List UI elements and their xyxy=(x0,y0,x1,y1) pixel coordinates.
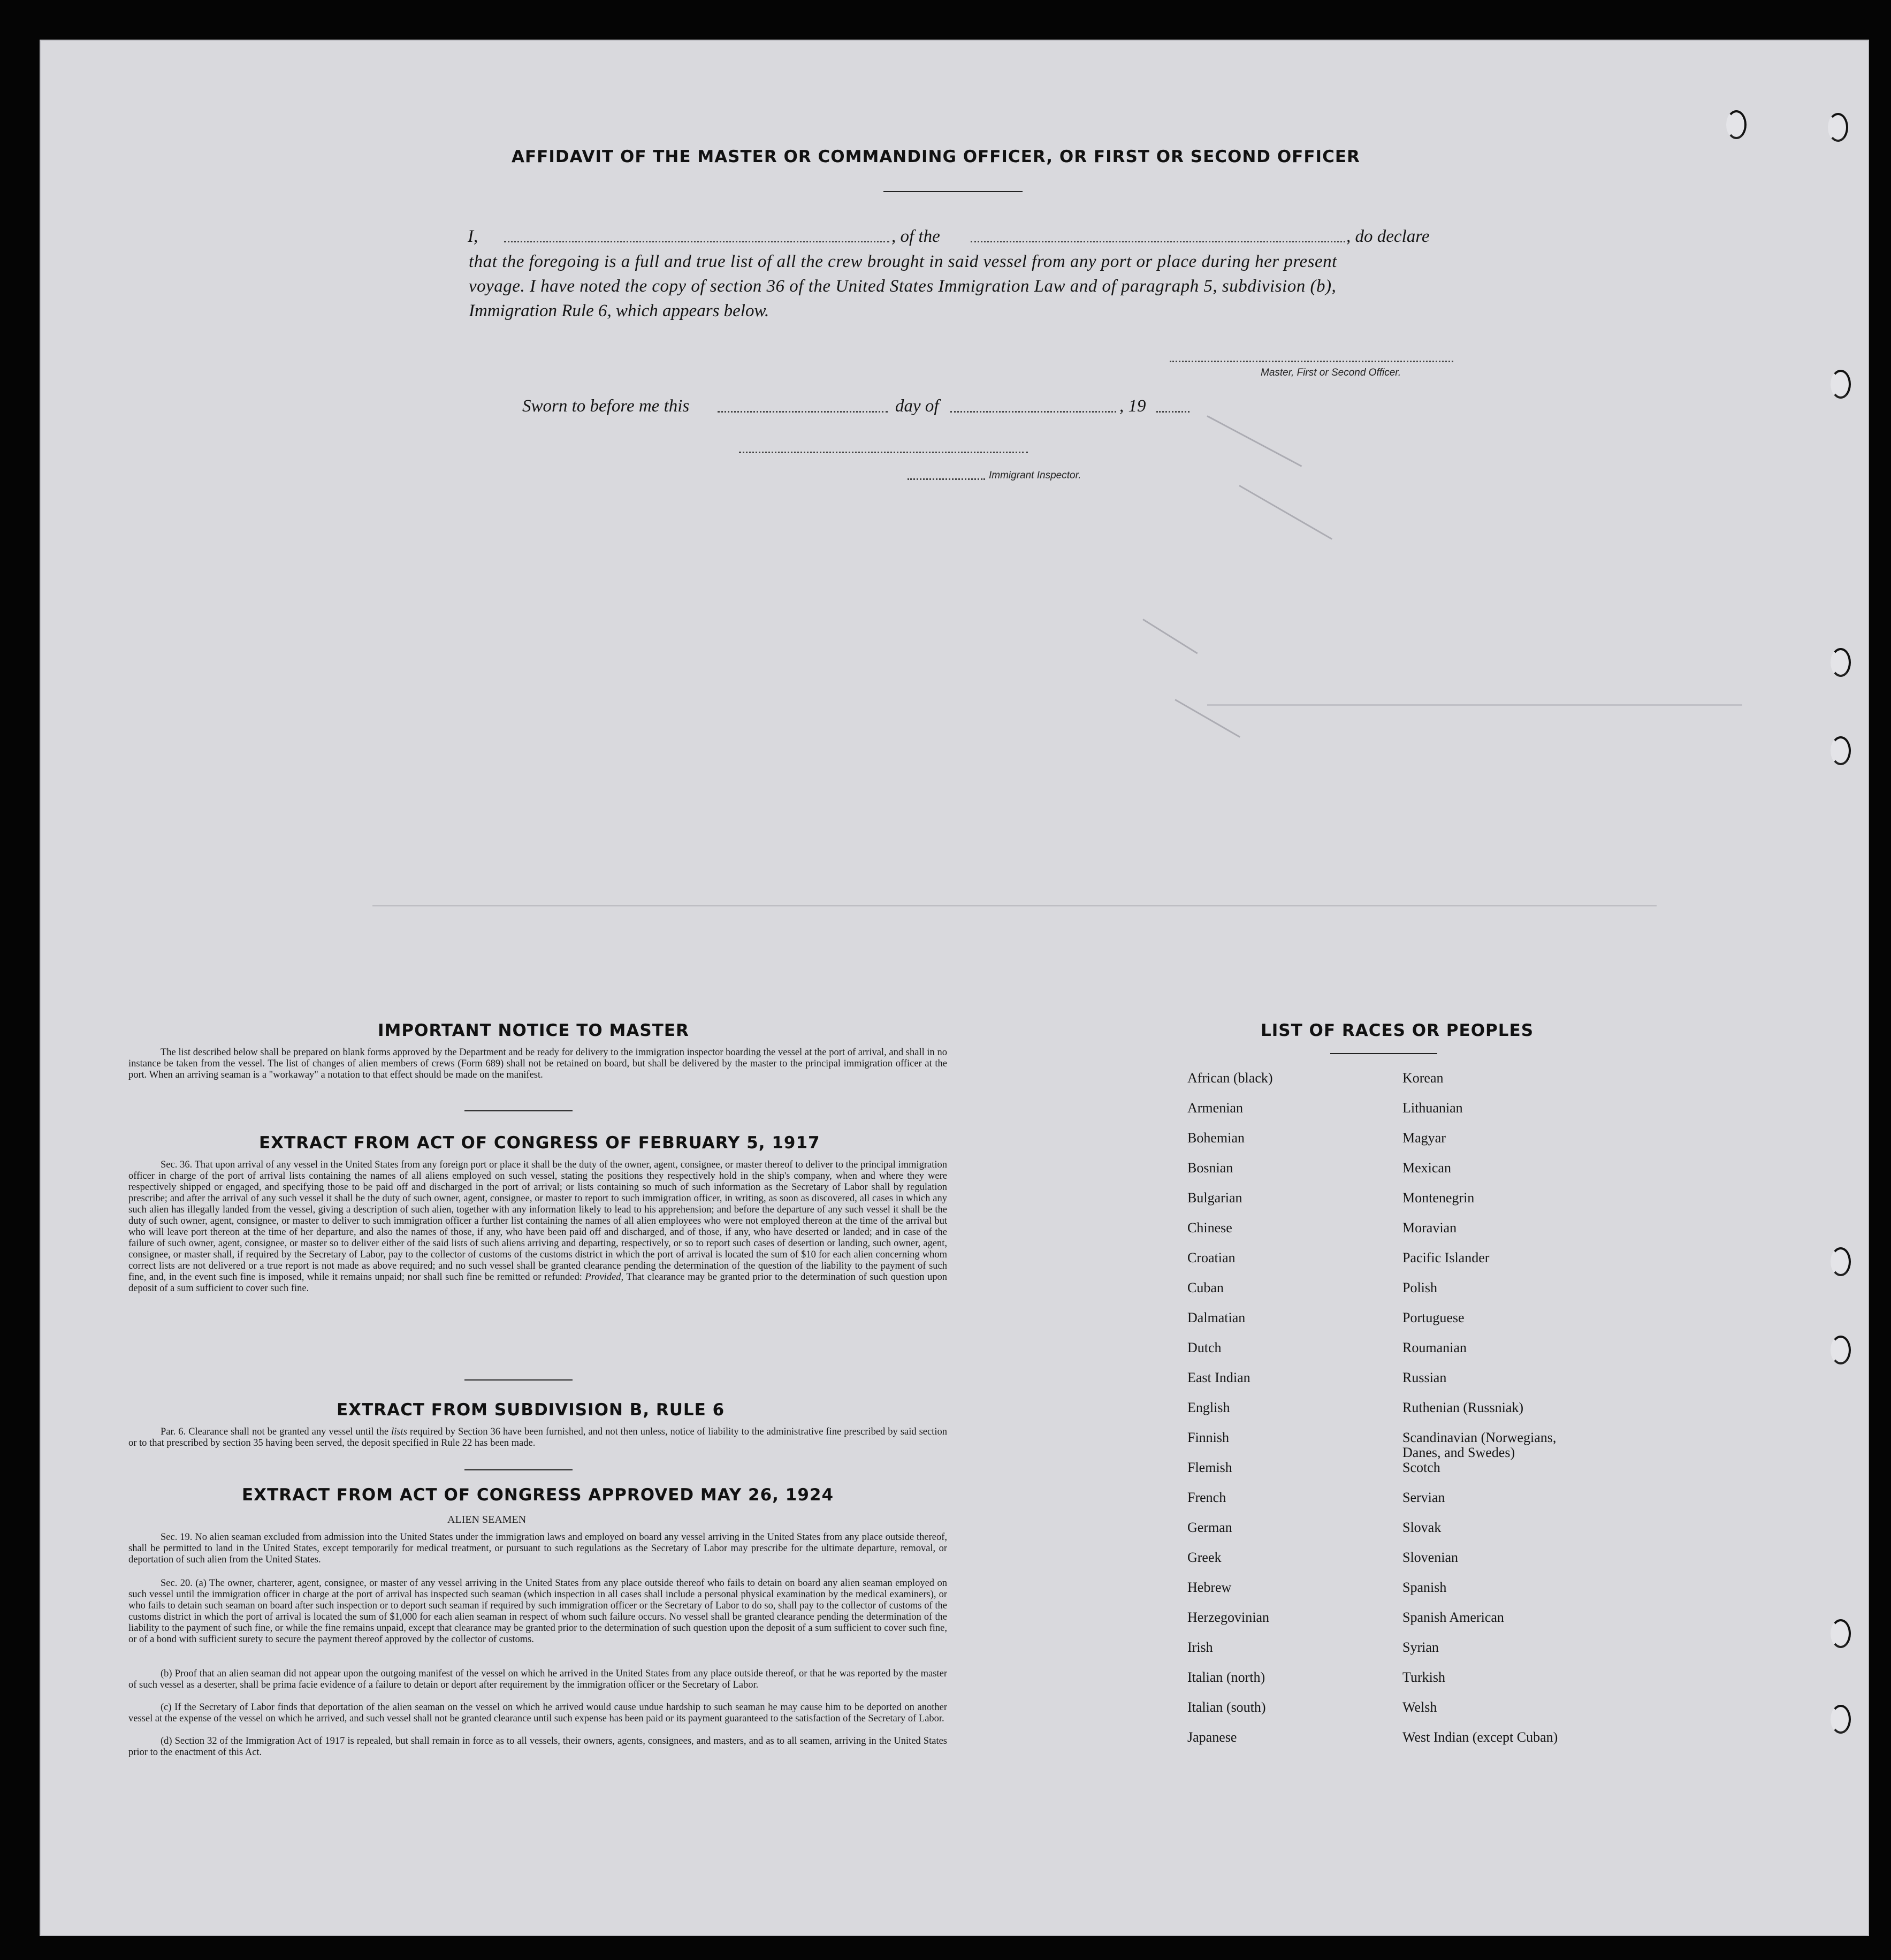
punch-hole xyxy=(1726,110,1747,139)
race-item: Italian (north) xyxy=(1187,1669,1265,1685)
rule6-text xyxy=(128,1427,947,1449)
notice-title: IMPORTANT NOTICE TO MASTER xyxy=(378,1021,689,1040)
extract-1917-end: That clearance may be granted prior to the determination of such question upon deposit of a sum sufficient to cover such fine. xyxy=(128,1272,947,1294)
race-item: Portuguese xyxy=(1402,1310,1465,1325)
sworn-day-blank[interactable] xyxy=(718,411,888,413)
affidavit-line-2: that the foregoing is a full and true list of all the crew brought in said vessel from any port or place during her present xyxy=(469,252,1337,271)
scan-artifact xyxy=(1207,415,1302,467)
punch-hole xyxy=(1831,1619,1851,1648)
notice-rule xyxy=(464,1110,573,1111)
race-item: Turkish xyxy=(1402,1669,1445,1685)
race-item: Chinese xyxy=(1187,1220,1232,1236)
punch-hole xyxy=(1828,113,1848,142)
sec-20a-text: Sec. 20. (a) The owner, charterer, agent, consignee, or master of any vessel arriving in the United States from any place outside thereof who fails to detain on board any alien seaman employed on such vessel until the immigration officer in charge at the port of arrival has inspected such seaman (which inspection in all cases shall include a personal physical examination by the medical examiners), or who fails to detain such seaman on board after such inspection or to deport such seaman if required by such immigration officer or the Secretary of Labor to do so, shall pay to the collector of customs of the customs district in which the port of arrival is located the sum of $1,000 for each alien seaman in respect of whom such failure occurs. No vessel shall be granted clearance pending the determination of the liability to the payment of such fine, or while the fine remains unpaid, except that clearance may be granted prior to the determination of such question upon the deposit of a sum sufficient to cover such fine, or of a bond with sufficient surety to secure the payment thereof approved by the collector of customs. xyxy=(128,1578,947,1645)
punch-hole xyxy=(1831,370,1851,399)
race-item: Welsh xyxy=(1402,1699,1437,1715)
races-right-column xyxy=(1402,1071,1558,1760)
document-sheet xyxy=(40,40,1869,1936)
name-blank[interactable] xyxy=(504,241,889,242)
race-item: Syrian xyxy=(1402,1639,1439,1655)
affidavit-do-declare: , do declare xyxy=(1346,227,1430,246)
scan-artifact xyxy=(1239,485,1332,540)
sec-20d-text: (d) Section 32 of the Immigration Act of 1917 is repealed, but shall remain in force as to all vessels, their owners, agents, consignees, and masters, and as to all seamen, arriving in the United States prior to the enactment of this Act. xyxy=(128,1736,947,1758)
sec-20b-text: (b) Proof that an alien seaman did not appear upon the outgoing manifest of the vessel on which he arrived in the United States from any place outside thereof, or that he was reported by the master of such vessel as a deserter, shall be prima facie evidence of a failure to detain or deport after requirement by the immigration officer or the Secretary of Labor. xyxy=(128,1668,947,1690)
race-item: Irish xyxy=(1187,1639,1213,1655)
race-item: Cuban xyxy=(1187,1280,1224,1295)
race-item: Flemish xyxy=(1187,1460,1232,1475)
inspector-label: Immigrant Inspector. xyxy=(989,470,1081,481)
race-item: Scotch xyxy=(1402,1460,1440,1475)
year-prefix: , 19 xyxy=(1119,396,1146,416)
race-item: Russian xyxy=(1402,1370,1447,1385)
alien-seamen-subtitle: ALIEN SEAMEN xyxy=(447,1514,527,1526)
races-rule xyxy=(1330,1053,1437,1054)
signature-label: Master, First or Second Officer. xyxy=(1261,367,1401,378)
race-item: Korean xyxy=(1402,1070,1444,1086)
punch-hole xyxy=(1831,1247,1851,1276)
race-item: Moravian xyxy=(1402,1220,1457,1236)
race-item: Ruthenian (Russniak) xyxy=(1402,1400,1524,1415)
race-item: Roumanian xyxy=(1402,1340,1467,1355)
race-item: Slovak xyxy=(1402,1520,1442,1535)
affidavit-line-3: voyage. I have noted the copy of section 36 of the United States Immigration Law and of paragraph 5, subdivision (b), xyxy=(469,277,1337,296)
race-item: German xyxy=(1187,1520,1232,1535)
sec-19-text: Sec. 19. No alien seaman excluded from admission into the United States under the immigration laws and employed on board any vessel arriving in the United States from any place outside thereof, shall be permitted to land in the United States, except temporarily for medical treatment, or pursuant to such regulations as the Secretary of Labor may prescribe for the ultimate departure, removal, or deportation of such alien from the United States. xyxy=(128,1532,947,1565)
rule6-text-a: Par. 6. Clearance shall not be granted any vessel until the xyxy=(161,1427,392,1437)
affidavit-line-4: Immigration Rule 6, which appears below. xyxy=(469,301,769,321)
race-item: Japanese xyxy=(1187,1729,1237,1745)
races-left-column xyxy=(1187,1071,1273,1760)
affidavit-of-the: , of the xyxy=(891,227,940,246)
sworn-year-blank[interactable] xyxy=(1156,411,1190,413)
race-item: Dalmatian xyxy=(1187,1310,1246,1325)
vessel-blank[interactable] xyxy=(971,241,1345,242)
race-item: Bosnian xyxy=(1187,1160,1233,1176)
race-item: Croatian xyxy=(1187,1250,1236,1265)
affidavit-title: AFFIDAVIT OF THE MASTER OR COMMANDING OFFICER, OR FIRST OR SECOND OFFICER xyxy=(512,147,1360,166)
affidavit-i: I, xyxy=(468,227,478,246)
race-item: Pacific Islander xyxy=(1402,1250,1490,1265)
races-title: LIST OF RACES OR PEOPLES xyxy=(1261,1021,1534,1040)
race-item: Hebrew xyxy=(1187,1580,1232,1595)
race-item: Slovenian xyxy=(1402,1550,1458,1565)
race-item: Montenegrin xyxy=(1402,1190,1475,1206)
sworn-label: Sworn to before me this xyxy=(522,396,690,416)
extract-1917-body: Sec. 36. That upon arrival of any vessel in the United States from any foreign port or place it shall be the duty of the owner, agent, consignee, or master thereof to deliver to the principal immigration officer in charge of the port of arrival lists containing the names of all aliens employed on such vessel, stating the positions they respectively hold in the ship's company, when and where they were respectively shipped or engaged, and specifying those to be paid off and discharged in the port of arrival; or lists containing so much of such information as the Secretary of Labor shall by regulation prescribe; and after the arrival of any such vessel it shall be the duty of such owner, agent, consignee, or master to report to such immigration officer, in writing, as soon as discovered, all cases in which any such alien has illegally landed from the vessel, giving a description of such alien, together with any information likely to lead to his apprehension; and before the departure of any such vessel it shall be the duty of such owner, agent, consignee, or master to deliver to such immigration officer a further list containing the names of all alien employees who were not employed thereon at the time of the arrival but who will leave port thereon at the time of her departure, and also the names of those, if any, who have been paid off and discharged, and of those, if any, who have deserted or landed; and in case of the failure of such owner, agent, consignee, or master so to deliver either of the said lists of such aliens arriving and departing, respectively, or so to report such cases of desertion or landing, such owner, agent, consignee, or master shall, if required by the Secretary of Labor, pay to the collector of customs of the customs district in which the port of arrival is located the sum of $10 for each alien concerning whom correct lists are not delivered or a true report is not made as above required; and no such vessel shall be granted clearance pending the determination of the question of the liability to the payment of such fine, and, in the event such fine is imposed, while it remains unpaid; nor shall such fine be remitted or refunded: xyxy=(128,1160,947,1283)
inspector-signature-blank[interactable] xyxy=(739,452,1028,453)
race-item: Magyar xyxy=(1402,1130,1446,1146)
punch-hole xyxy=(1831,648,1851,677)
race-item: Bohemian xyxy=(1187,1130,1245,1146)
rule6-title: EXTRACT FROM SUBDIVISION B, RULE 6 xyxy=(337,1400,725,1420)
extract-1924-title: EXTRACT FROM ACT OF CONGRESS APPROVED MAY 26, 1924 xyxy=(242,1485,834,1505)
race-item: Bulgarian xyxy=(1187,1190,1242,1206)
race-item: Polish xyxy=(1402,1280,1438,1295)
scan-artifact xyxy=(1207,704,1742,706)
inspector-prefix-blank[interactable] xyxy=(908,478,985,480)
lists-word: lists xyxy=(391,1427,407,1437)
race-item: Scandinavian (Norwegians, Danes, and Swedes) xyxy=(1402,1430,1557,1460)
race-item: Dutch xyxy=(1187,1340,1222,1355)
race-item: East Indian xyxy=(1187,1370,1250,1385)
race-item: Finnish xyxy=(1187,1430,1230,1445)
extract-1917-rule xyxy=(464,1379,573,1381)
sec-20c-text: (c) If the Secretary of Labor finds that deportation of the alien seaman on the vessel on which he arrived would cause undue hardship to such seaman he may cause him to be deported on another vessel at the expense of the vessel on which he arrived, and such vessel shall not be granted clearance until such expense has been paid or its payment guaranteed to the satisfaction of the Secretary of Labor. xyxy=(128,1702,947,1724)
extract-1917-title: EXTRACT FROM ACT OF CONGRESS OF FEBRUARY 5, 1917 xyxy=(259,1133,820,1153)
rule6-rule xyxy=(464,1469,573,1470)
race-item: Herzegovinian xyxy=(1187,1610,1270,1625)
race-item: French xyxy=(1187,1490,1226,1505)
extract-1917-text xyxy=(128,1160,947,1294)
race-item: African (black) xyxy=(1187,1070,1273,1086)
day-of-label: day of xyxy=(895,396,939,416)
rule6-text-b: required by Section 36 have been furnished, and not then unless, notice of liability to the administrative fine prescribed by said section or to that prescribed by section 35 having been served, the deposit specified in Rule 22 has been made. xyxy=(128,1427,947,1448)
race-item: English xyxy=(1187,1400,1230,1415)
race-item: Armenian xyxy=(1187,1100,1243,1116)
race-item: Servian xyxy=(1402,1490,1445,1505)
race-item: Greek xyxy=(1187,1550,1222,1565)
punch-hole xyxy=(1831,1336,1851,1364)
sworn-month-blank[interactable] xyxy=(950,411,1116,413)
race-item: Spanish xyxy=(1402,1580,1447,1595)
race-item: West Indian (except Cuban) xyxy=(1402,1729,1558,1745)
title-rule xyxy=(883,191,1023,192)
race-item: Italian (south) xyxy=(1187,1699,1266,1715)
provided-word: Provided, xyxy=(585,1272,624,1283)
race-item: Spanish American xyxy=(1402,1610,1504,1625)
notice-text: The list described below shall be prepared on blank forms approved by the Department and be ready for delivery to the immigration inspector boarding the vessel at the port of arrival, and shall in no instance be taken from the vessel. The list of changes of alien members of crews (Form 689) shall not be retained on board, but shall be delivered by the master to the principal immigration officer at the port. When an arriving seaman is a "workaway" a notation to that effect should be made on the manifest. xyxy=(128,1047,947,1080)
scan-artifact xyxy=(372,905,1657,906)
race-item: Mexican xyxy=(1402,1160,1451,1176)
signature-blank[interactable] xyxy=(1170,361,1453,362)
race-item: Lithuanian xyxy=(1402,1100,1463,1116)
punch-hole xyxy=(1831,1705,1851,1734)
scan-artifact xyxy=(1142,619,1198,654)
punch-hole xyxy=(1831,736,1851,765)
